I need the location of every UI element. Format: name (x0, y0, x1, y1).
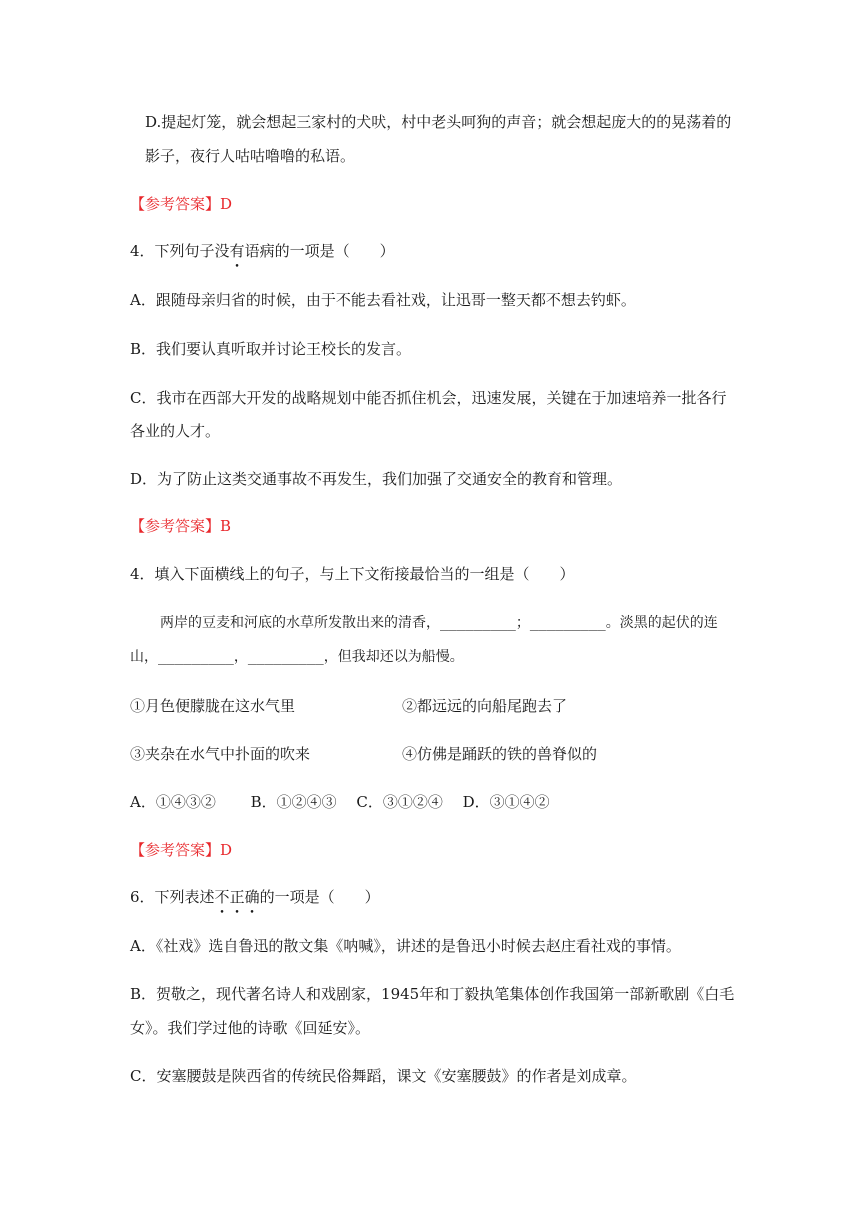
stem-text: 的一项是（ ） (259, 888, 380, 906)
answer-label: 【参考答案】 (130, 195, 221, 213)
answer-value: B (220, 517, 232, 535)
q4a-stem (130, 241, 395, 261)
q3-answer (130, 194, 232, 214)
q3-option-d-line1: D.提起灯笼，就会想起三家村的犬吠，村中老头呵狗的声音；就会想起庞大的的晃荡着的 (145, 113, 732, 131)
q4b-choices: A．①④③② B．①②④③ C．③①②④ D．③①④② (130, 793, 550, 811)
q6-option-a: A．《社戏》选自鲁迅的散文集《呐喊》，讲述的是鲁迅小时候去赵庄看社戏的事情。 (130, 937, 681, 955)
answer-value: D (220, 841, 233, 859)
emphasis-dot-char: 有 (229, 242, 245, 260)
q4b-answer (130, 840, 232, 860)
answer-label: 【参考答案】 (130, 517, 221, 535)
q4a-option-b: B．我们要认真听取并讨论王校长的发言。 (130, 340, 412, 358)
q4a-option-d: D．为了防止这类交通事故不再发生，我们加强了交通安全的教育和管理。 (130, 470, 623, 488)
q4b-stem: 4．填入下面横线上的句子，与上下文衔接最恰当的一组是（ ） (130, 565, 575, 583)
q6-option-b-line2: 女》。我们学过他的诗歌《回延安》。 (130, 1019, 371, 1037)
emphasis-dot-char: 正 (229, 888, 245, 906)
stem-text: 语病的一项是（ ） (244, 242, 395, 260)
stem-text: 4．下列句子没 (130, 242, 230, 260)
emphasis-dot-char: 确 (244, 888, 260, 906)
item-2: ②都远远的向船尾跑去了 (402, 697, 568, 715)
item-1: ①月色便朦胧在这水气里 (130, 697, 296, 715)
q4b-items-row1 (130, 696, 295, 716)
emphasis-dot-char: 不 (214, 888, 230, 906)
q4a-option-c-line2: 各业的人才。 (130, 422, 221, 440)
q6-option-b-line1: B．贺敬之，现代著名诗人和戏剧家，1945年和丁毅执笔集体创作我国第一部新歌剧《白毛 (130, 985, 735, 1003)
answer-label: 【参考答案】 (130, 841, 221, 859)
q3-option-d-line2: 影子，夜行人咕咕噜噜的私语。 (145, 147, 356, 165)
q4b-passage-line1: 两岸的豆麦和河底的水草所发散出来的清香，_________；_________。淡黑的起伏的连 (160, 615, 718, 631)
stem-text: 6．下列表述 (130, 888, 215, 906)
q4a-option-a: A．跟随母亲归省的时候，由于不能去看社戏，让迅哥一整天都不想去钓虾。 (130, 291, 636, 309)
q6-stem (130, 887, 380, 907)
item-3: ③夹杂在水气中扑面的吹来 (130, 745, 311, 763)
q6-option-c: C．安塞腰鼓是陕西省的传统民俗舞蹈，课文《安塞腰鼓》的作者是刘成章。 (130, 1067, 637, 1085)
q4b-passage-line2: 山，_________，_________，但我却还以为船慢。 (130, 649, 464, 665)
q4a-answer (130, 516, 231, 536)
q4a-option-c-line1: C．我市在西部大开发的战略规划中能否抓住机会，迅速发展，关键在于加速培养一批各行 (130, 389, 727, 407)
item-4: ④仿佛是踊跃的铁的兽脊似的 (402, 745, 598, 763)
answer-value: D (220, 195, 233, 213)
